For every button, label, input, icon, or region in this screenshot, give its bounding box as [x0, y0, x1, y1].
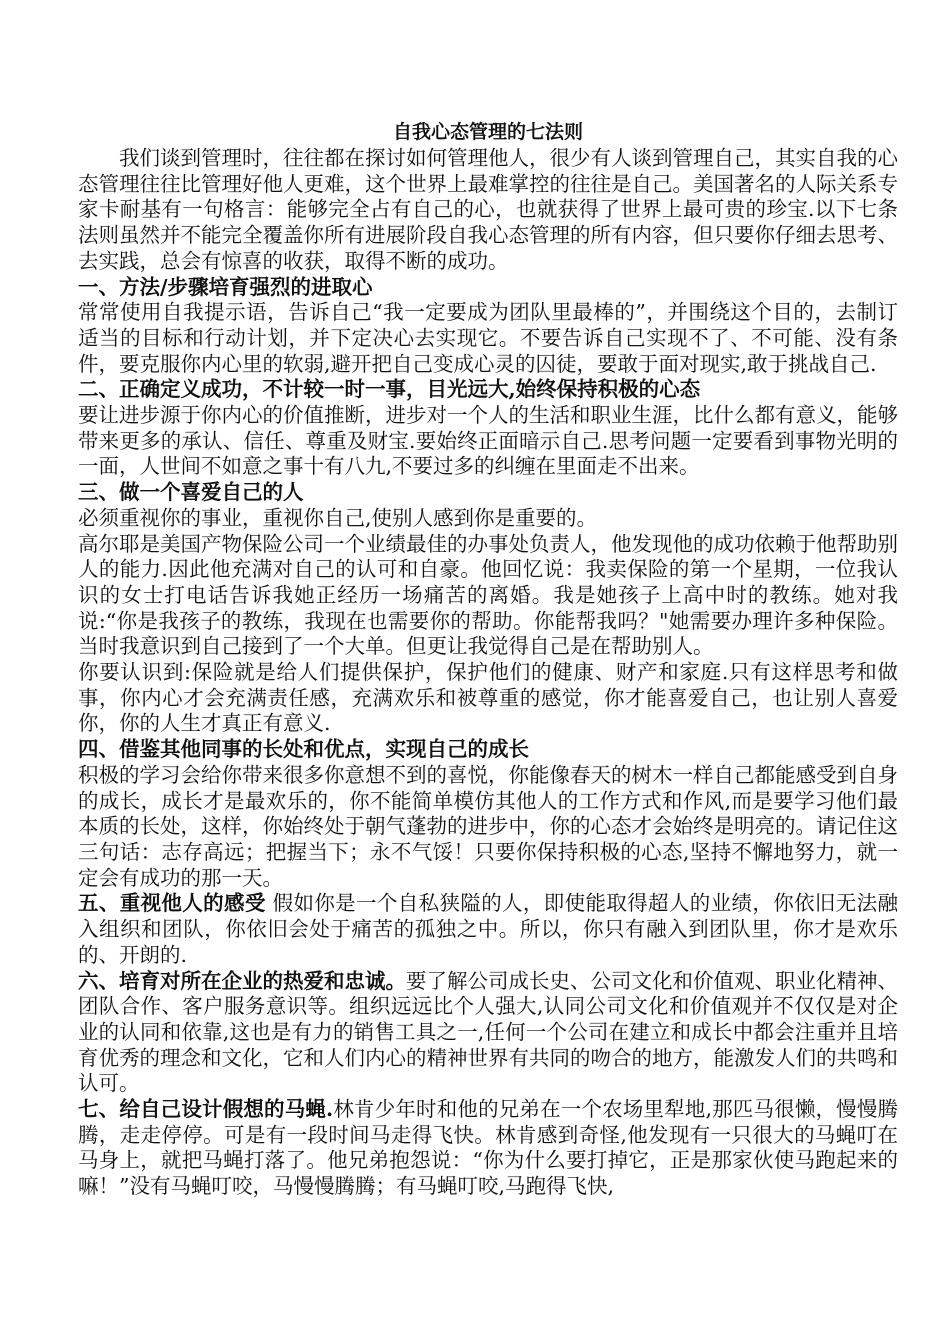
- section-6-body: 要了解公司成长史、公司文化和价值观、职业化精神、团队合作、客户服务意识等。组织远远比个人强大,认同公司文化和价值观并不仅仅是对企业的认同和依靠,这也是有力的销售工具之一,任何一个公司在建立和成长中都会注重并且培育优秀的理念和文化，它和人们内心的精神世界有共同的吻合的地方，能激发人们的共鸣和认可。: [78, 968, 898, 1096]
- section-7-paragraph: [78, 1097, 898, 1200]
- section-7-heading: 七、给自己设计假想的马蝇.: [78, 1097, 334, 1122]
- section-3-heading: 三、做一个喜爱自己的人: [78, 480, 304, 505]
- section-1-body: 常常使用自我提示语，告诉自己“我一定要成为团队里最棒的”，并围绕这个目的，去制订适当的目标和行动计划，并下定决心去实现它。不要告诉自己实现不了、不可能、没有条件，要克服你内心里的软弱,避开把自己变成心灵的囚徒，要敢于面对现实,敢于挑战自己.: [78, 300, 898, 376]
- section-1-heading: 一、方法/步骤培育强烈的进取心: [78, 274, 373, 299]
- section-3-paragraph-1: 必须重视你的事业，重视你自己,使别人感到你是重要的。: [78, 505, 598, 530]
- section-3-paragraph-2: 高尔耶是美国产物保险公司一个业绩最佳的办事处负责人，他发现他的成功依赖于他帮助别人的能力.因此他充满对自己的认可和自豪。他回忆说：我卖保险的第一个星期，一位我认识的女士打电话告诉我她正经历一场痛苦的离婚。我是她孩子上高中时的教练。她对我说:“你是我孩子的教练，我现在也需要你的帮助。你能帮我吗？"她需要办理许多种保险。当时我意识到自己接到了一个大单。但更让我觉得自己是在帮助别人。: [78, 531, 898, 659]
- section-2-heading: 二、正确定义成功，不计较一时一事，目光远大,始终保持积极的心态: [78, 377, 701, 402]
- section-6-heading: 六、培育对所在企业的热爱和忠诚。: [78, 968, 406, 993]
- section-7-body: 林肯少年时和他的兄弟在一个农场里犁地,那匹马很懒，慢慢腾腾，走走停停。可是有一段时间马走得飞快。林肯感到奇怪,他发现有一只很大的马蝇叮在马身上，就把马蝇打落了。他兄弟抱怨说：“你为什么要打掉它，正是那家伙使马跑起来的嘛！”没有马蝇叮咬，马慢慢腾腾；有马蝇叮咬,马跑得飞快,: [78, 1097, 899, 1199]
- section-5-body: 假如你是一个自私狭隘的人，即使能取得超人的业绩，你依旧无法融入组织和团队，你依旧会处于痛苦的孤独之中。所以，你只有融入到团队里，你才是欢乐的、开朗的.: [78, 891, 899, 967]
- section-4-body: 积极的学习会给你带来很多你意想不到的喜悦，你能像春天的树木一样自己都能感受到自身的成长，成长才是最欢乐的，你不能简单模仿其他人的工作方式和作风,而是要学习他们最本质的长处，这样，你始终处于朝气蓬勃的进步中，你的心态才会始终是明亮的。请记住这三句话：志存高远；把握当下；永不气馁！只要你保持积极的心态,坚持不懈地努力，就一定会有成功的那一天。: [78, 762, 898, 890]
- document-page: [78, 120, 898, 1200]
- section-3-paragraph-3: 你要认识到:保险就是给人们提供保护，保护他们的健康、财产和家庭.只有这样思考和做事，你内心才会充满责任感，充满欢乐和被尊重的感觉，你才能喜爱自己，也让别人喜爱你，你的人生才真正有意义.: [78, 660, 898, 736]
- intro-paragraph: 我们谈到管理时，往往都在探讨如何管理他人，很少有人谈到管理自己，其实自我的心态管理往往比管理好他人更难，这个世界上最难掌控的往往是自己。美国著名的人际关系专家卡耐基有一句格言：能够完全占有自己的心，也就获得了世界上最可贵的珍宝.以下七条法则虽然并不能完全覆盖你所有进展阶段自我心态管理的所有内容，但只要你仔细去思考、去实践，总会有惊喜的收获，取得不断的成功。: [78, 146, 898, 273]
- section-2-body: 要让进步源于你内心的价值推断，进步对一个人的生活和职业生涯，比什么都有意义，能够带来更多的承认、信任、尊重及财宝.要始终正面暗示自己.思考问题一定要看到事物光明的一面，人世间不如意之事十有八九,不要过多的纠缠在里面走不出来。: [78, 403, 898, 479]
- section-5-paragraph: [78, 891, 898, 968]
- section-5-heading: 五、重视他人的感受: [78, 891, 266, 916]
- document-title: 自我心态管理的七法则: [392, 121, 583, 143]
- section-4-heading: 四、借鉴其他同事的长处和优点，实现自己的成长: [78, 737, 529, 762]
- section-6-paragraph: [78, 969, 898, 1098]
